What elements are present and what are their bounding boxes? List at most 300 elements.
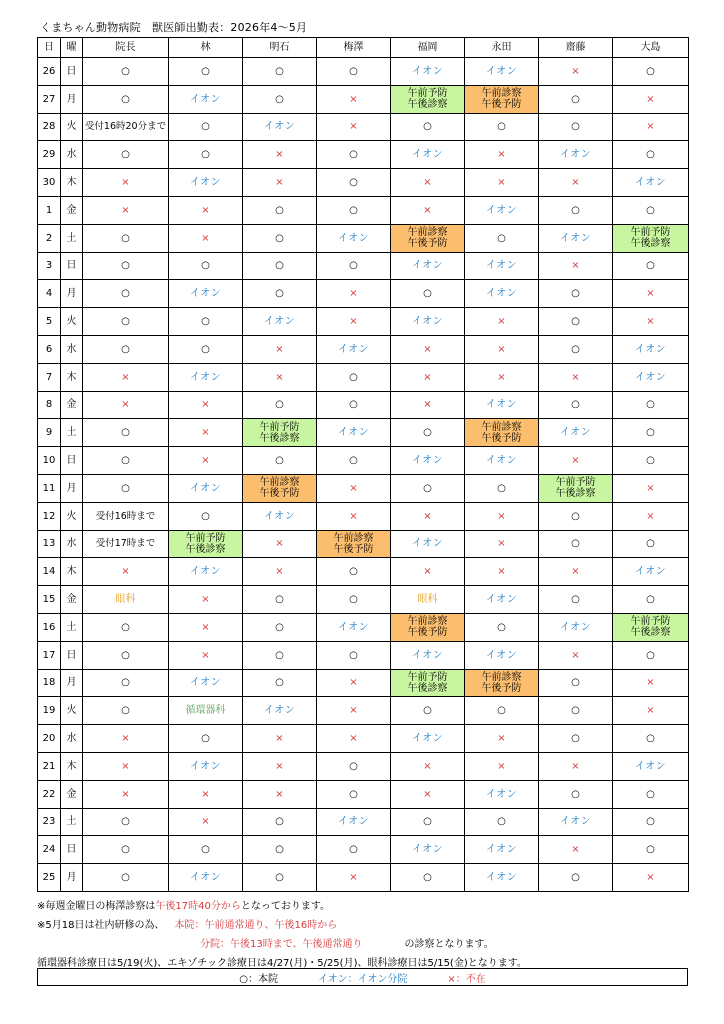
schedule-cell [539, 558, 613, 586]
ion-branch-mark: イオン [485, 455, 518, 467]
schedule-cell [613, 780, 689, 808]
absent-mark: × [349, 316, 358, 328]
schedule-cell [83, 697, 169, 725]
table-row [38, 85, 689, 113]
ion-branch-mark: イオン [411, 149, 444, 161]
schedule-cell [317, 419, 391, 447]
shift-line: 午後予防 [481, 432, 522, 444]
date-cell: 1 [38, 196, 61, 224]
schedule-cell [539, 641, 613, 669]
table-row [38, 308, 689, 336]
main-clinic-mark: ○ [275, 260, 284, 272]
schedule-cell [83, 113, 169, 141]
ion-branch-mark: イオン [485, 594, 518, 606]
schedule-cell [169, 391, 243, 419]
schedule-cell [613, 864, 689, 892]
main-clinic-mark: ○ [121, 232, 130, 244]
schedule-cell [613, 224, 689, 252]
shift-line: 午後診察 [407, 99, 448, 111]
shift-line: 午後診察 [185, 543, 226, 555]
schedule-cell [317, 447, 391, 475]
schedule-cell [391, 224, 465, 252]
schedule-cell [465, 58, 539, 86]
schedule-cell [243, 419, 317, 447]
main-clinic-mark: ○ [571, 399, 580, 411]
main-clinic-mark: ○ [121, 316, 130, 328]
main-clinic-mark: ○ [121, 677, 130, 689]
schedule-cell [169, 474, 243, 502]
absent-mark: × [201, 621, 210, 633]
ion-branch-mark: イオン [411, 538, 444, 550]
schedule-cell [539, 752, 613, 780]
main-clinic-mark: ○ [275, 399, 284, 411]
date-cell: 22 [38, 780, 61, 808]
shift-line: 午後予防 [407, 238, 448, 250]
absent-mark: × [646, 510, 655, 522]
table-row [38, 669, 689, 697]
header-cell: 院長 [83, 38, 169, 58]
weekday-cell: 月 [61, 474, 83, 502]
schedule-cell [391, 502, 465, 530]
schedule-cell [391, 474, 465, 502]
main-clinic-mark: ○ [121, 844, 130, 856]
absent-mark: × [571, 371, 580, 383]
schedule-cell [169, 502, 243, 530]
table-row [38, 224, 689, 252]
weekday-cell: 日 [61, 58, 83, 86]
main-clinic-mark: ○ [349, 204, 358, 216]
main-clinic-mark: ○ [646, 733, 655, 745]
absent-mark: × [349, 677, 358, 689]
main-clinic-mark: ○ [275, 816, 284, 828]
absent-mark: × [275, 760, 284, 772]
date-cell: 7 [38, 363, 61, 391]
table-row [38, 196, 689, 224]
main-clinic-mark: ○ [571, 788, 580, 800]
main-clinic-mark: ○ [201, 260, 210, 272]
main-clinic-mark: ○ [349, 65, 358, 77]
main-clinic-mark: ○ [275, 621, 284, 633]
main-clinic-mark: ○ [275, 65, 284, 77]
schedule-cell [169, 363, 243, 391]
schedule-cell [613, 613, 689, 641]
schedule-cell [613, 641, 689, 669]
schedule-cell [539, 335, 613, 363]
schedule-cell [613, 169, 689, 197]
schedule-cell [465, 669, 539, 697]
weekday-cell: 月 [61, 85, 83, 113]
weekday-cell: 木 [61, 169, 83, 197]
ion-branch-mark: イオン [189, 93, 222, 105]
ion-branch-mark: イオン [411, 260, 444, 272]
ion-branch-mark: イオン [263, 316, 296, 328]
legend [37, 968, 688, 986]
notes [37, 897, 697, 973]
schedule-cell [465, 474, 539, 502]
schedule-cell [391, 196, 465, 224]
ion-branch-mark: イオン [189, 677, 222, 689]
schedule-cell [243, 613, 317, 641]
schedule-cell [391, 141, 465, 169]
schedule-cell [83, 502, 169, 530]
schedule-cell [391, 641, 465, 669]
table-row [38, 363, 689, 391]
table-row [38, 419, 689, 447]
date-cell: 15 [38, 586, 61, 614]
schedule-cell [391, 85, 465, 113]
absent-mark: × [275, 733, 284, 745]
table-row [38, 836, 689, 864]
absent-mark: × [423, 399, 432, 411]
weekday-cell: 土 [61, 613, 83, 641]
absent-mark: × [349, 121, 358, 133]
schedule-cell [465, 641, 539, 669]
schedule-cell [465, 85, 539, 113]
schedule-cell [539, 836, 613, 864]
weekday-cell: 水 [61, 335, 83, 363]
schedule-cell [83, 864, 169, 892]
schedule-cell [317, 613, 391, 641]
schedule-cell [613, 391, 689, 419]
ion-branch-mark: イオン [189, 288, 222, 300]
schedule-cell [465, 836, 539, 864]
schedule-cell [317, 58, 391, 86]
main-clinic-mark: ○ [275, 649, 284, 661]
schedule-cell [317, 308, 391, 336]
note-line-2: ※5月18日は社内研修の為、 本院：午前通常通り、午後16時から [37, 920, 338, 931]
main-clinic-mark: ○ [423, 705, 432, 717]
absent-mark: × [201, 204, 210, 216]
shift-line: 午前予防 [185, 532, 226, 544]
main-clinic-mark: ○ [121, 816, 130, 828]
schedule-cell [83, 780, 169, 808]
schedule-cell [243, 363, 317, 391]
schedule-cell [169, 725, 243, 753]
schedule-cell [317, 224, 391, 252]
shift-line: 午後診察 [259, 432, 300, 444]
absent-mark: × [571, 566, 580, 578]
schedule-cell [169, 641, 243, 669]
schedule-cell [391, 308, 465, 336]
shift-line: 午後予防 [333, 543, 374, 555]
schedule-cell [391, 280, 465, 308]
shift-line: 午後予防 [481, 682, 522, 694]
schedule-cell [243, 558, 317, 586]
main-clinic-mark: ○ [349, 260, 358, 272]
date-cell: 2 [38, 224, 61, 252]
schedule-cell [317, 252, 391, 280]
schedule-cell [243, 502, 317, 530]
date-cell: 26 [38, 58, 61, 86]
main-clinic-mark: ○ [646, 204, 655, 216]
schedule-cell [243, 447, 317, 475]
absent-mark: × [349, 510, 358, 522]
schedule-cell [317, 669, 391, 697]
schedule-cell [465, 864, 539, 892]
schedule-cell [169, 419, 243, 447]
schedule-cell [391, 391, 465, 419]
schedule-cell [243, 169, 317, 197]
schedule-cell [391, 335, 465, 363]
absent-mark: × [423, 760, 432, 772]
schedule-cell [317, 641, 391, 669]
main-clinic-mark: ○ [497, 232, 506, 244]
schedule-cell [169, 697, 243, 725]
main-clinic-mark: ○ [571, 733, 580, 745]
reception-note: 受付16時まで [95, 510, 156, 522]
schedule-cell [169, 586, 243, 614]
schedule-cell [83, 252, 169, 280]
table-row [38, 280, 689, 308]
schedule-cell [391, 780, 465, 808]
main-clinic-mark: ○ [571, 705, 580, 717]
ion-branch-mark: イオン [337, 232, 370, 244]
schedule-cell [169, 196, 243, 224]
schedule-cell [317, 85, 391, 113]
main-clinic-mark: ○ [121, 705, 130, 717]
shift-line: 午後診察 [555, 488, 596, 500]
shift-line: 午後診察 [407, 682, 448, 694]
weekday-cell: 火 [61, 113, 83, 141]
main-clinic-mark: ○ [275, 677, 284, 689]
schedule-cell [613, 280, 689, 308]
schedule-cell [317, 169, 391, 197]
schedule-cell [83, 391, 169, 419]
header-cell: 曜 [61, 38, 83, 58]
shift-line: 午前予防 [407, 671, 448, 683]
schedule-cell [391, 530, 465, 558]
schedule-cell [243, 113, 317, 141]
schedule-cell [317, 502, 391, 530]
shift-line: 午後予防 [481, 99, 522, 111]
schedule-cell [613, 752, 689, 780]
weekday-cell: 日 [61, 447, 83, 475]
date-cell: 23 [38, 808, 61, 836]
main-clinic-mark: ○ [646, 538, 655, 550]
table-row [38, 864, 689, 892]
main-clinic-mark: ○ [275, 204, 284, 216]
schedule-cell [613, 58, 689, 86]
schedule-cell [169, 864, 243, 892]
specialty-label: 循環器科 [185, 705, 226, 717]
main-clinic-mark: ○ [201, 343, 210, 355]
main-clinic-mark: ○ [497, 121, 506, 133]
absent-mark: × [275, 177, 284, 189]
schedule-cell [465, 752, 539, 780]
main-clinic-mark: ○ [571, 204, 580, 216]
weekday-cell: 火 [61, 308, 83, 336]
table-row [38, 502, 689, 530]
ion-branch-mark: イオン [485, 649, 518, 661]
main-clinic-mark: ○ [121, 260, 130, 272]
table-row [38, 141, 689, 169]
date-cell: 9 [38, 419, 61, 447]
main-clinic-mark: ○ [121, 343, 130, 355]
schedule-cell [465, 391, 539, 419]
schedule-cell [83, 725, 169, 753]
absent-mark: × [497, 566, 506, 578]
weekday-cell: 金 [61, 780, 83, 808]
schedule-cell [465, 169, 539, 197]
schedule-cell [613, 586, 689, 614]
header-cell: 明石 [243, 38, 317, 58]
schedule-cell [169, 613, 243, 641]
schedule-cell [465, 780, 539, 808]
absent-mark: × [201, 399, 210, 411]
schedule-cell [391, 113, 465, 141]
schedule-cell [169, 669, 243, 697]
shift-line: 午前診察 [407, 227, 448, 239]
absent-mark: × [571, 455, 580, 467]
header-cell: 日 [38, 38, 61, 58]
schedule-cell [317, 836, 391, 864]
shift-line: 午後診察 [630, 627, 671, 639]
schedule-cell [317, 697, 391, 725]
schedule-cell [317, 780, 391, 808]
main-clinic-mark: ○ [121, 65, 130, 77]
table-row [38, 113, 689, 141]
absent-mark: × [121, 204, 130, 216]
weekday-cell: 金 [61, 196, 83, 224]
schedule-cell [613, 808, 689, 836]
absent-mark: × [121, 566, 130, 578]
weekday-cell: 火 [61, 697, 83, 725]
schedule-cell [391, 669, 465, 697]
main-clinic-mark: ○ [349, 399, 358, 411]
weekday-cell: 日 [61, 836, 83, 864]
schedule-cell [169, 85, 243, 113]
schedule-cell [169, 141, 243, 169]
weekday-cell: 土 [61, 808, 83, 836]
weekday-cell: 木 [61, 752, 83, 780]
schedule-cell [465, 808, 539, 836]
table-row [38, 586, 689, 614]
ion-branch-mark: イオン [634, 343, 667, 355]
schedule-cell [317, 558, 391, 586]
absent-mark: × [121, 788, 130, 800]
schedule-cell [465, 725, 539, 753]
absent-mark: × [349, 733, 358, 745]
schedule-cell [83, 169, 169, 197]
schedule-cell [169, 58, 243, 86]
schedule-cell [391, 363, 465, 391]
ion-branch-mark: イオン [485, 788, 518, 800]
ion-branch-mark: イオン [411, 316, 444, 328]
absent-mark: × [646, 288, 655, 300]
schedule-cell [317, 530, 391, 558]
schedule-cell [539, 808, 613, 836]
main-clinic-mark: ○ [275, 844, 284, 856]
header-cell: 永田 [465, 38, 539, 58]
shift-line: 午前予防 [630, 227, 671, 239]
date-cell: 3 [38, 252, 61, 280]
weekday-cell: 木 [61, 363, 83, 391]
absent-mark: × [349, 93, 358, 105]
date-cell: 20 [38, 725, 61, 753]
main-clinic-mark: ○ [423, 482, 432, 494]
table-row [38, 530, 689, 558]
schedule-cell [539, 474, 613, 502]
table-row [38, 725, 689, 753]
schedule-cell [465, 530, 539, 558]
ion-branch-mark: イオン [189, 566, 222, 578]
table-row [38, 169, 689, 197]
ion-branch-mark: イオン [337, 427, 370, 439]
main-clinic-mark: ○ [121, 93, 130, 105]
schedule-cell [169, 780, 243, 808]
absent-mark: × [497, 149, 506, 161]
table-row [38, 697, 689, 725]
schedule-cell [169, 308, 243, 336]
main-clinic-mark: ○ [423, 121, 432, 133]
absent-mark: × [121, 760, 130, 772]
schedule-cell [317, 808, 391, 836]
date-cell: 4 [38, 280, 61, 308]
ion-branch-mark: イオン [263, 121, 296, 133]
absent-mark: × [497, 760, 506, 772]
schedule-cell [83, 613, 169, 641]
main-clinic-mark: ○ [497, 621, 506, 633]
main-clinic-mark: ○ [201, 510, 210, 522]
shift-line: 午前診察 [481, 88, 522, 100]
absent-mark: × [497, 538, 506, 550]
main-clinic-mark: ○ [423, 872, 432, 883]
schedule-cell [83, 836, 169, 864]
header-cell: 齋藤 [539, 38, 613, 58]
main-clinic-mark: ○ [275, 594, 284, 606]
schedule-cell [169, 752, 243, 780]
schedule-cell [243, 308, 317, 336]
absent-mark: × [349, 288, 358, 300]
absent-mark: × [275, 343, 284, 355]
schedule-cell [83, 224, 169, 252]
schedule-cell [243, 252, 317, 280]
schedule-cell [539, 530, 613, 558]
shift-line: 午前予防 [630, 616, 671, 628]
legend-ion: イオン：イオン分院 [317, 973, 408, 985]
schedule-cell [83, 586, 169, 614]
schedule-cell [391, 169, 465, 197]
ion-branch-mark: イオン [411, 649, 444, 661]
date-cell: 8 [38, 391, 61, 419]
absent-mark: × [571, 260, 580, 272]
schedule-cell [539, 725, 613, 753]
absent-mark: × [121, 177, 130, 189]
absent-mark: × [571, 649, 580, 661]
absent-mark: × [423, 371, 432, 383]
ion-branch-mark: イオン [411, 844, 444, 856]
schedule-cell [539, 697, 613, 725]
main-clinic-mark: ○ [349, 566, 358, 578]
reception-note: 受付16時20分まで [84, 121, 167, 133]
schedule-cell [465, 363, 539, 391]
weekday-cell: 月 [61, 280, 83, 308]
date-cell: 30 [38, 169, 61, 197]
schedule-cell [539, 308, 613, 336]
main-clinic-mark: ○ [275, 455, 284, 467]
weekday-cell: 日 [61, 252, 83, 280]
absent-mark: × [201, 788, 210, 800]
main-clinic-mark: ○ [571, 288, 580, 300]
absent-mark: × [201, 649, 210, 661]
schedule-cell [613, 363, 689, 391]
absent-mark: × [423, 788, 432, 800]
schedule-cell [243, 224, 317, 252]
weekday-cell: 水 [61, 725, 83, 753]
absent-mark: × [349, 482, 358, 494]
schedule-cell [539, 363, 613, 391]
schedule-cell [465, 335, 539, 363]
